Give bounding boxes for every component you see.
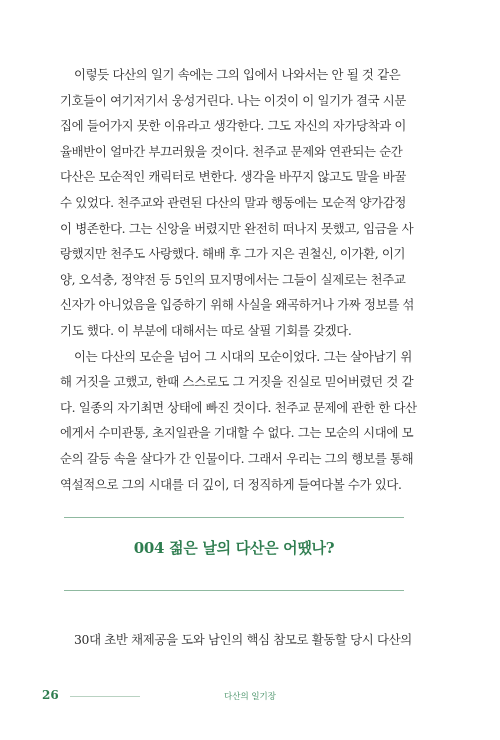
- section-heading: 004 젊은 날의 다산은 어땠나?: [133, 539, 335, 557]
- footer-rule: [70, 696, 140, 697]
- text-line: 역설적으로 그의 시대를 더 깊이, 더 정직하게 들여다볼 수가 있다.: [60, 476, 402, 492]
- text-line: 집에 들어가지 못한 이유라고 생각한다. 그도 자신의 자가당착과 이: [60, 118, 407, 134]
- text-line: 에게서 수미관통, 초지일관을 기대할 수 없다. 그는 모순의 시대에 모: [60, 425, 414, 441]
- text-line: 순의 갈등 속을 살다가 간 인물이다. 그래서 우리는 그의 행보를 통해: [60, 450, 414, 466]
- text-line: 이 병존한다. 그는 신앙을 버렸지만 완전히 떠나지 못했고, 임금을 사: [60, 220, 414, 236]
- text-line: 양, 오석충, 정약전 등 5인의 묘지명에서는 그들이 실제로는 천주교: [60, 271, 406, 287]
- text-line: 신자가 아니었음을 입증하기 위해 사실을 왜곡하거나 가짜 정보를 섞: [60, 297, 415, 313]
- text-line: 기호들이 여기저기서 웅성거린다. 나는 이것이 이 일기가 결국 시문: [60, 92, 407, 108]
- text-line: 다산은 모순적인 캐릭터로 변한다. 생각을 바꾸지 않고도 말을 바꿀: [60, 169, 407, 185]
- text-line: 랑했지만 천주도 사랑했다. 해배 후 그가 지은 권철신, 이가환, 이기: [60, 246, 406, 262]
- text-line: 이는 다산의 모순을 넘어 그 시대의 모순이었다. 그는 살아남기 위: [74, 348, 412, 364]
- section-rule-top: [64, 517, 404, 518]
- text-line: 다. 일종의 자기최면 상태에 빠진 것이다. 천주교 문제에 관한 한 다산: [60, 399, 417, 415]
- page-number: 26: [42, 688, 59, 702]
- text-line: 기도 했다. 이 부분에 대해서는 따로 살필 기회를 갖겠다.: [60, 322, 352, 338]
- text-line: 해 거짓을 고했고, 한때 스스로도 그 거짓을 진실로 믿어버렸던 것 같: [60, 374, 414, 390]
- text-line: 수 있었다. 천주교와 관련된 다산의 말과 행동에는 모순적 양가감정: [60, 194, 407, 210]
- next-paragraph-line: 30대 초반 채제공을 도와 남인의 핵심 참모로 활동할 당시 다산의: [74, 632, 412, 647]
- body-text: [60, 62, 440, 497]
- running-title: 다산의 일기장: [224, 692, 276, 702]
- section-rule-bottom: [64, 590, 404, 591]
- text-line: 이렇듯 다산의 일기 속에는 그의 입에서 나와서는 안 될 것 같은: [74, 67, 401, 82]
- text-line: 율배반이 얼마간 부끄러웠을 것이다. 천주교 문제와 연관되는 순간: [60, 143, 403, 159]
